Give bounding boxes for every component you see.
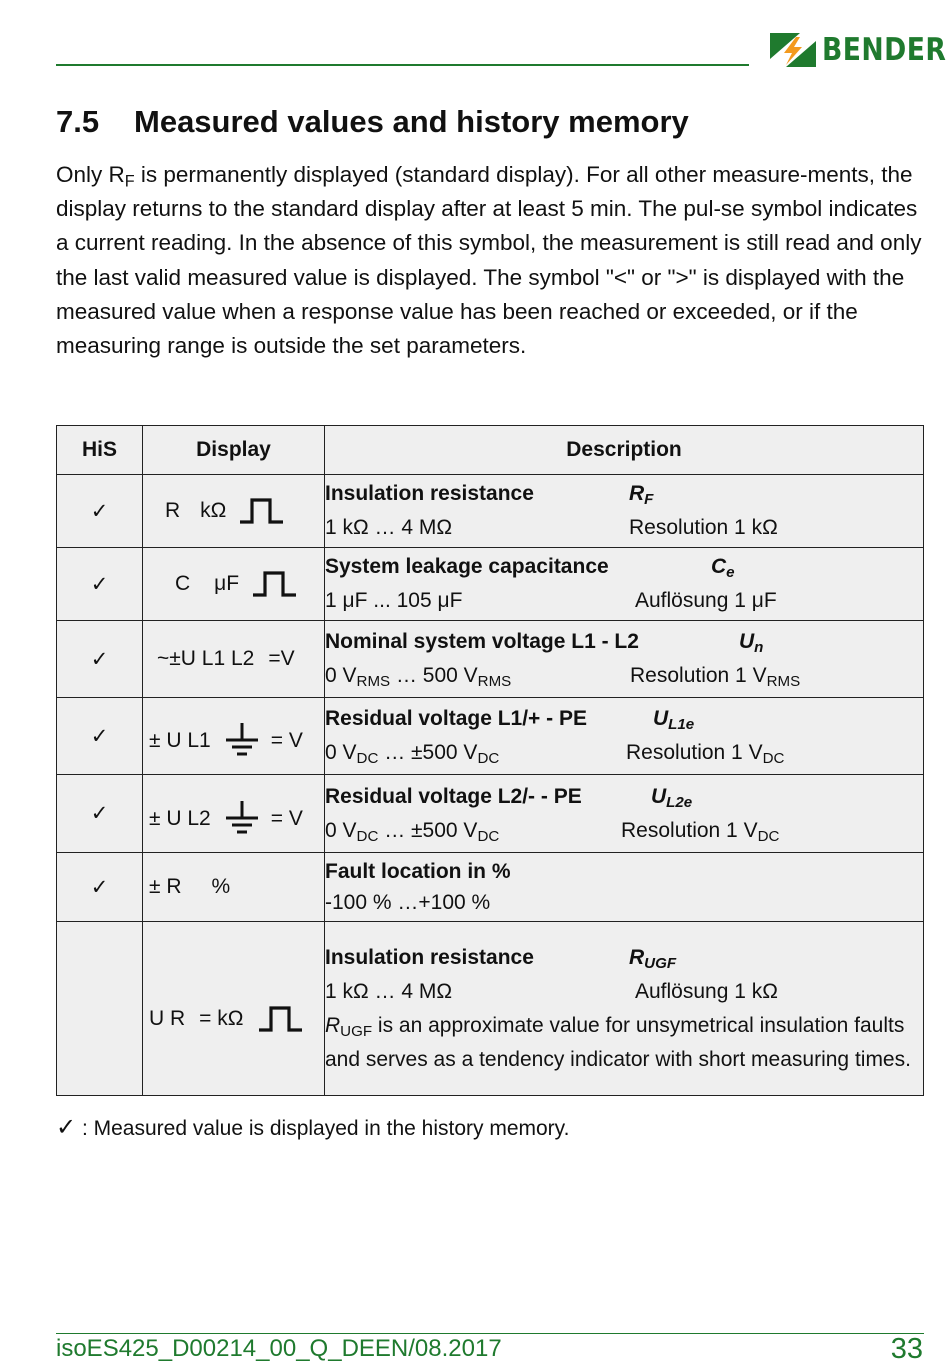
display-unit: kΩ [200, 499, 227, 522]
desc-symbol: $U_n$ [739, 630, 764, 657]
pulse-icon [240, 497, 284, 525]
intro-paragraph [56, 158, 924, 363]
header-his: HiS [57, 426, 143, 475]
ground-icon [225, 801, 259, 837]
pulse-icon [253, 570, 297, 598]
ground-icon [225, 723, 259, 759]
desc-title: Nominal system voltage L1 - L2 [325, 630, 639, 653]
desc-symbol: $U_{L2e}$ [651, 784, 693, 811]
display-cell [143, 548, 325, 621]
display-label: R [165, 499, 181, 522]
section-number: 7.5 [56, 104, 100, 139]
display-unit: = V [270, 729, 303, 752]
page-number: 33 [890, 1333, 923, 1365]
display-cell [143, 698, 325, 775]
desc-range: -100 % …+100 % [325, 891, 491, 914]
footer-rule [56, 1333, 924, 1334]
desc-resolution: Resolution 1 kΩ [629, 516, 778, 539]
footnote [56, 1113, 569, 1142]
display-label: C [175, 572, 191, 595]
header-rule [56, 64, 749, 66]
desc-symbol: $R_F$ [629, 482, 654, 509]
table-row [57, 548, 924, 621]
display-cell [143, 853, 325, 922]
desc-title: Residual voltage L1/+ - PE [325, 707, 587, 730]
desc-range: 0 $V_{DC}$ … ±500 $V_{DC}$ [325, 818, 500, 845]
display-cell [143, 621, 325, 698]
description-cell [325, 621, 924, 698]
intro-text-b: is permanently displayed (standard display). For all other measure-ments, the display returns to the standard display after at least 5 min. The pul-se symbol indicates a current reading. In the absence of this symbol, the measurement is still read and only the last valid measured value is displayed. The symbol "<" or ">" is displayed with the measured value when a response value has been reached or exceeded, or if the measuring range is outside the set parameters. [56, 162, 922, 359]
desc-title: System leakage capacitance [325, 555, 609, 578]
document-id: isoES425_D00214_00_Q_DEEN/08.2017 [56, 1335, 502, 1362]
desc-range: 1 μF ... 105 μF [325, 589, 463, 612]
measured-values-table [56, 425, 924, 1096]
desc-resolution: Auflösung 1 kΩ [635, 979, 778, 1003]
history-check: ✓ [57, 548, 143, 621]
desc-resolution: Auflösung 1 μF [635, 589, 777, 612]
section-heading: Measured values and history memory [134, 104, 689, 139]
table-row [57, 698, 924, 775]
table-header-row [57, 426, 924, 475]
display-unit: = kΩ [199, 1006, 244, 1030]
desc-title: Insulation resistance [325, 482, 534, 505]
desc-symbol: $C_e$ [711, 555, 735, 582]
history-check: ✓ [57, 621, 143, 698]
section-title [56, 104, 689, 140]
desc-resolution: Resolution 1 $V_{DC}$ [621, 818, 780, 845]
history-check [57, 922, 143, 1096]
table-row [57, 621, 924, 698]
display-cell [143, 922, 325, 1096]
brand-name: BENDER [822, 32, 947, 68]
table-row [57, 853, 924, 922]
desc-title: Residual voltage L2/- - PE [325, 784, 582, 808]
table-row [57, 922, 924, 1096]
desc-range: 1 kΩ … 4 MΩ [325, 979, 453, 1003]
pulse-icon [259, 1005, 303, 1033]
desc-range: 0 $V_{DC}$ … ±500 $V_{DC}$ [325, 741, 500, 768]
display-unit: % [211, 875, 231, 898]
description-cell [325, 853, 924, 922]
bender-logo [770, 32, 950, 68]
desc-resolution: Resolution 1 $V_{DC}$ [626, 741, 785, 768]
desc-range: 0 $V_{RMS}$ … 500 $V_{RMS}$ [325, 664, 512, 691]
desc-symbol: $U_{L1e}$ [653, 707, 695, 734]
history-check: ✓ [57, 775, 143, 853]
desc-resolution: Resolution 1 $V_{RMS}$ [630, 664, 801, 691]
history-check: ✓ [57, 475, 143, 548]
description-cell [325, 922, 924, 1096]
header-display: Display [143, 426, 325, 475]
desc-title: Insulation resistance [325, 945, 534, 969]
display-label: ~±U L1 L2 [157, 647, 255, 670]
history-check: ✓ [57, 853, 143, 922]
display-label: U R [149, 1006, 186, 1030]
header-description: Description [325, 426, 924, 475]
description-cell [325, 698, 924, 775]
display-unit: =V [268, 647, 295, 670]
description-cell [325, 475, 924, 548]
intro-text-a: Only R [56, 162, 125, 187]
desc-symbol: $R_{UGF}$ [629, 945, 677, 972]
display-label: ± U L2 [149, 806, 211, 830]
display-cell [143, 475, 325, 548]
display-label: ± R [149, 875, 182, 898]
check-icon: ✓ [56, 1114, 77, 1141]
desc-note: $R_{UGF}$ is an approximate value for unsymetrical insulation faults and serves as a tendency indicator with short measuring times. [325, 1013, 911, 1071]
display-unit: = V [270, 806, 303, 830]
display-cell [143, 775, 325, 853]
history-check: ✓ [57, 698, 143, 775]
desc-title: Fault location in % [325, 860, 511, 883]
description-cell [325, 548, 924, 621]
display-label: ± U L1 [149, 729, 211, 752]
table-row [57, 475, 924, 548]
table-row [57, 775, 924, 853]
footnote-text: : Measured value is displayed in the history memory. [76, 1117, 570, 1140]
bender-logo-icon [770, 33, 816, 67]
desc-range: 1 kΩ … 4 MΩ [325, 516, 453, 539]
description-cell [325, 775, 924, 853]
display-unit: μF [214, 572, 240, 595]
intro-sub: F [124, 172, 135, 191]
